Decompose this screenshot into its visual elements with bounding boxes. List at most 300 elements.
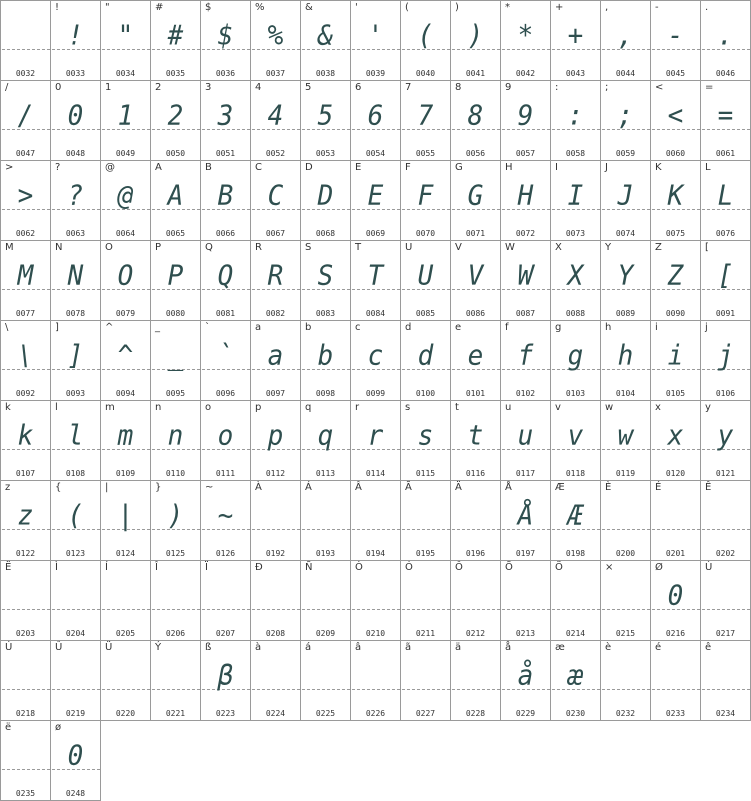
glyph-preview: o bbox=[217, 420, 234, 452]
glyph-cell[interactable] bbox=[550, 480, 600, 560]
glyph-preview: = bbox=[717, 100, 734, 132]
glyph-cell[interactable] bbox=[150, 320, 200, 400]
glyph-cell[interactable] bbox=[0, 560, 50, 640]
cell-code-label: 0202 bbox=[715, 549, 736, 558]
glyph-cell[interactable] bbox=[350, 640, 400, 720]
cell-character-label: > bbox=[5, 162, 14, 173]
glyph-cell[interactable] bbox=[700, 640, 750, 720]
glyph-cell[interactable] bbox=[350, 80, 400, 160]
glyph-preview: p bbox=[267, 420, 284, 452]
glyph-cell[interactable] bbox=[150, 160, 200, 240]
glyph-cell[interactable] bbox=[200, 480, 250, 560]
glyph-cell[interactable] bbox=[200, 160, 250, 240]
glyph-cell[interactable] bbox=[650, 240, 700, 320]
glyph-cell[interactable] bbox=[450, 560, 500, 640]
glyph-cell[interactable] bbox=[200, 560, 250, 640]
cell-character-label: U bbox=[405, 242, 413, 253]
glyph-cell[interactable] bbox=[500, 0, 550, 80]
cell-code-label: 0042 bbox=[515, 69, 536, 78]
cell-character-label: Ê bbox=[705, 482, 712, 493]
cell-code-label: 0065 bbox=[165, 229, 186, 238]
cell-character-label: 3 bbox=[205, 82, 212, 93]
glyph-cell[interactable] bbox=[600, 480, 650, 560]
glyph-preview: V bbox=[467, 260, 484, 292]
cell-code-label: 0227 bbox=[415, 709, 436, 718]
glyph-preview: e bbox=[467, 340, 484, 372]
cell-code-label: 0098 bbox=[315, 389, 336, 398]
baseline-guide bbox=[102, 689, 150, 690]
glyph-cell[interactable] bbox=[450, 240, 500, 320]
glyph-cell[interactable] bbox=[500, 640, 550, 720]
cell-code-label: 0226 bbox=[365, 709, 386, 718]
cell-code-label: 0204 bbox=[65, 629, 86, 638]
cell-character-label: z bbox=[5, 482, 11, 493]
glyph-preview: L bbox=[717, 180, 734, 212]
glyph-cell[interactable] bbox=[450, 320, 500, 400]
glyph-cell[interactable] bbox=[500, 560, 550, 640]
glyph-cell[interactable] bbox=[150, 80, 200, 160]
cell-character-label: F bbox=[405, 162, 411, 173]
cell-character-label: J bbox=[605, 162, 608, 173]
glyph-cell[interactable] bbox=[500, 160, 550, 240]
glyph-cell[interactable] bbox=[400, 0, 450, 80]
cell-code-label: 0113 bbox=[315, 469, 336, 478]
glyph-cell[interactable] bbox=[150, 0, 200, 80]
cell-code-label: 0214 bbox=[565, 629, 586, 638]
cell-code-label: 0089 bbox=[615, 309, 636, 318]
glyph-cell[interactable] bbox=[50, 480, 100, 560]
glyph-cell[interactable] bbox=[450, 0, 500, 80]
glyph-preview: I bbox=[567, 180, 584, 212]
glyph-cell[interactable] bbox=[150, 640, 200, 720]
glyph-preview: X bbox=[567, 260, 584, 292]
glyph-cell[interactable] bbox=[0, 720, 50, 800]
glyph-cell[interactable] bbox=[700, 560, 750, 640]
glyph-preview: S bbox=[317, 260, 334, 292]
glyph-preview: g bbox=[567, 340, 584, 372]
glyph-cell[interactable] bbox=[650, 160, 700, 240]
glyph-cell[interactable] bbox=[450, 160, 500, 240]
cell-character-label: Ë bbox=[5, 562, 12, 573]
glyph-cell[interactable] bbox=[500, 240, 550, 320]
baseline-guide bbox=[352, 609, 400, 610]
cell-character-label: A bbox=[155, 162, 162, 173]
baseline-guide bbox=[702, 529, 750, 530]
glyph-cell[interactable] bbox=[500, 480, 550, 560]
glyph-cell[interactable] bbox=[650, 640, 700, 720]
glyph-cell[interactable] bbox=[700, 240, 750, 320]
glyph-cell[interactable] bbox=[550, 640, 600, 720]
glyph-cell[interactable] bbox=[300, 560, 350, 640]
cell-code-label: 0103 bbox=[565, 389, 586, 398]
glyph-cell[interactable] bbox=[350, 480, 400, 560]
cell-code-label: 0092 bbox=[15, 389, 36, 398]
cell-code-label: 0116 bbox=[465, 469, 486, 478]
glyph-cell[interactable] bbox=[300, 240, 350, 320]
glyph-preview: J bbox=[617, 180, 634, 212]
cell-code-label: 0108 bbox=[65, 469, 86, 478]
cell-code-label: 0218 bbox=[15, 709, 36, 718]
glyph-cell[interactable] bbox=[550, 240, 600, 320]
cell-code-label: 0126 bbox=[215, 549, 236, 558]
glyph-preview: t bbox=[467, 420, 484, 452]
baseline-guide bbox=[2, 609, 50, 610]
glyph-cell[interactable] bbox=[600, 160, 650, 240]
glyph-cell[interactable] bbox=[300, 640, 350, 720]
glyph-preview: F bbox=[417, 180, 434, 212]
cell-code-label: 0194 bbox=[365, 549, 386, 558]
cell-code-label: 0058 bbox=[565, 149, 586, 158]
glyph-cell[interactable] bbox=[350, 560, 400, 640]
cell-character-label: h bbox=[605, 322, 612, 333]
glyph-cell[interactable] bbox=[300, 480, 350, 560]
cell-code-label: 0099 bbox=[365, 389, 386, 398]
cell-character-label: X bbox=[555, 242, 562, 253]
glyph-cell[interactable] bbox=[200, 240, 250, 320]
cell-character-label: I bbox=[555, 162, 558, 173]
glyph-cell[interactable] bbox=[50, 320, 100, 400]
cell-code-label: 0072 bbox=[515, 229, 536, 238]
cell-code-label: 0097 bbox=[265, 389, 286, 398]
glyph-cell[interactable] bbox=[100, 560, 150, 640]
glyph-cell[interactable] bbox=[200, 80, 250, 160]
glyph-cell[interactable] bbox=[700, 80, 750, 160]
cell-character-label: Æ bbox=[555, 482, 565, 493]
glyph-cell[interactable] bbox=[300, 0, 350, 80]
glyph-preview: ; bbox=[617, 100, 634, 132]
glyph-cell[interactable] bbox=[650, 80, 700, 160]
cell-character-label: { bbox=[55, 482, 62, 493]
cell-code-label: 0221 bbox=[165, 709, 186, 718]
baseline-guide bbox=[602, 689, 650, 690]
glyph-cell[interactable] bbox=[100, 640, 150, 720]
glyph-cell[interactable] bbox=[250, 320, 300, 400]
cell-code-label: 0094 bbox=[115, 389, 136, 398]
cell-character-label: ê bbox=[705, 642, 712, 653]
cell-character-label: % bbox=[255, 2, 265, 13]
cell-character-label: ë bbox=[5, 722, 12, 733]
glyph-cell[interactable] bbox=[550, 0, 600, 80]
cell-code-label: 0213 bbox=[515, 629, 536, 638]
baseline-guide bbox=[452, 609, 500, 610]
cell-code-label: 0035 bbox=[165, 69, 186, 78]
cell-character-label: x bbox=[655, 402, 661, 413]
glyph-cell[interactable] bbox=[0, 0, 50, 80]
glyph-preview: ' bbox=[367, 20, 384, 52]
glyph-cell[interactable] bbox=[550, 320, 600, 400]
glyph-cell[interactable] bbox=[700, 160, 750, 240]
glyph-cell[interactable] bbox=[650, 560, 700, 640]
glyph-cell[interactable] bbox=[650, 400, 700, 480]
glyph-preview: ] bbox=[67, 340, 84, 372]
glyph-cell[interactable] bbox=[50, 640, 100, 720]
glyph-preview: ) bbox=[167, 500, 184, 532]
cell-code-label: 0045 bbox=[665, 69, 686, 78]
glyph-cell[interactable] bbox=[0, 400, 50, 480]
cell-character-label: N bbox=[55, 242, 63, 253]
cell-code-label: 0223 bbox=[215, 709, 236, 718]
glyph-cell[interactable] bbox=[250, 640, 300, 720]
cell-code-label: 0205 bbox=[115, 629, 136, 638]
glyph-preview: ` bbox=[217, 340, 234, 372]
baseline-guide bbox=[302, 689, 350, 690]
glyph-cell[interactable] bbox=[300, 400, 350, 480]
glyph-cell[interactable] bbox=[250, 480, 300, 560]
glyph-cell[interactable] bbox=[550, 160, 600, 240]
cell-character-label: u bbox=[505, 402, 512, 413]
cell-character-label: l bbox=[55, 402, 58, 413]
glyph-cell[interactable] bbox=[100, 240, 150, 320]
glyph-cell[interactable] bbox=[250, 240, 300, 320]
glyph-cell[interactable] bbox=[350, 240, 400, 320]
cell-character-label: V bbox=[455, 242, 462, 253]
cell-code-label: 0232 bbox=[615, 709, 636, 718]
cell-code-label: 0041 bbox=[465, 69, 486, 78]
glyph-cell[interactable] bbox=[400, 240, 450, 320]
glyph-preview: 0 bbox=[67, 100, 84, 132]
glyph-cell[interactable] bbox=[0, 240, 50, 320]
glyph-cell[interactable] bbox=[450, 80, 500, 160]
cell-character-label: × bbox=[605, 562, 614, 573]
baseline-guide bbox=[2, 49, 50, 50]
glyph-preview: 0 bbox=[667, 580, 684, 612]
glyph-preview: ( bbox=[67, 500, 84, 532]
glyph-cell[interactable] bbox=[150, 560, 200, 640]
glyph-preview: @ bbox=[117, 180, 134, 212]
cell-character-label: 6 bbox=[355, 82, 362, 93]
glyph-preview: R bbox=[267, 260, 284, 292]
glyph-cell[interactable] bbox=[700, 320, 750, 400]
glyph-cell[interactable] bbox=[600, 80, 650, 160]
cell-code-label: 0067 bbox=[265, 229, 286, 238]
glyph-cell[interactable] bbox=[100, 320, 150, 400]
cell-character-label: Á bbox=[305, 482, 312, 493]
cell-code-label: 0219 bbox=[65, 709, 86, 718]
glyph-cell[interactable] bbox=[650, 320, 700, 400]
cell-code-label: 0071 bbox=[465, 229, 486, 238]
glyph-cell[interactable] bbox=[50, 240, 100, 320]
glyph-preview: | bbox=[117, 500, 134, 532]
glyph-cell[interactable] bbox=[250, 560, 300, 640]
cell-character-label: & bbox=[305, 2, 313, 13]
glyph-preview: u bbox=[517, 420, 534, 452]
glyph-preview: j bbox=[717, 340, 734, 372]
glyph-cell[interactable] bbox=[250, 400, 300, 480]
cell-code-label: 0120 bbox=[665, 469, 686, 478]
glyph-cell[interactable] bbox=[700, 400, 750, 480]
glyph-cell[interactable] bbox=[700, 480, 750, 560]
glyph-cell[interactable] bbox=[50, 160, 100, 240]
glyph-cell[interactable] bbox=[100, 80, 150, 160]
glyph-cell[interactable] bbox=[50, 560, 100, 640]
glyph-cell[interactable] bbox=[400, 320, 450, 400]
glyph-preview: ~ bbox=[217, 500, 234, 532]
cell-character-label: Õ bbox=[505, 562, 513, 573]
cell-character-label: 9 bbox=[505, 82, 512, 93]
glyph-cell[interactable] bbox=[450, 400, 500, 480]
cell-code-label: 0193 bbox=[315, 549, 336, 558]
cell-character-label: * bbox=[505, 2, 510, 13]
glyph-preview: 7 bbox=[417, 100, 434, 132]
glyph-cell[interactable] bbox=[350, 160, 400, 240]
baseline-guide bbox=[52, 689, 100, 690]
glyph-cell[interactable] bbox=[200, 400, 250, 480]
glyph-cell[interactable] bbox=[300, 80, 350, 160]
glyph-cell[interactable] bbox=[600, 0, 650, 80]
glyph-cell[interactable] bbox=[350, 0, 400, 80]
cell-code-label: 0210 bbox=[365, 629, 386, 638]
glyph-preview: Z bbox=[667, 260, 684, 292]
glyph-preview: 1 bbox=[117, 100, 134, 132]
glyph-cell[interactable] bbox=[0, 480, 50, 560]
cell-code-label: 0047 bbox=[15, 149, 36, 158]
cell-character-label: Î bbox=[155, 562, 158, 573]
cell-code-label: 0032 bbox=[15, 69, 36, 78]
glyph-preview: G bbox=[467, 180, 484, 212]
glyph-cell[interactable] bbox=[400, 560, 450, 640]
glyph-cell[interactable] bbox=[150, 400, 200, 480]
glyph-cell[interactable] bbox=[600, 240, 650, 320]
cell-code-label: 0046 bbox=[715, 69, 736, 78]
glyph-preview: n bbox=[167, 420, 184, 452]
glyph-preview: T bbox=[367, 260, 384, 292]
cell-character-label: Â bbox=[355, 482, 362, 493]
cell-code-label: 0088 bbox=[565, 309, 586, 318]
baseline-guide bbox=[152, 689, 200, 690]
cell-character-label: â bbox=[355, 642, 362, 653]
glyph-cell[interactable] bbox=[350, 320, 400, 400]
glyph-cell[interactable] bbox=[50, 0, 100, 80]
glyph-cell[interactable] bbox=[450, 480, 500, 560]
cell-character-label: < bbox=[655, 82, 664, 93]
cell-code-label: 0119 bbox=[615, 469, 636, 478]
glyph-preview: l bbox=[67, 420, 84, 452]
glyph-cell[interactable] bbox=[250, 160, 300, 240]
cell-character-label: ø bbox=[55, 722, 62, 733]
cell-character-label: W bbox=[505, 242, 515, 253]
glyph-preview: ^ bbox=[117, 340, 134, 372]
glyph-cell[interactable] bbox=[500, 400, 550, 480]
cell-character-label: Û bbox=[55, 642, 63, 653]
glyph-cell[interactable] bbox=[600, 560, 650, 640]
glyph-cell[interactable] bbox=[550, 80, 600, 160]
cell-code-label: 0096 bbox=[215, 389, 236, 398]
cell-code-label: 0034 bbox=[115, 69, 136, 78]
glyph-cell[interactable] bbox=[650, 480, 700, 560]
cell-character-label: Ó bbox=[405, 562, 413, 573]
cell-character-label: s bbox=[405, 402, 411, 413]
glyph-cell[interactable] bbox=[400, 480, 450, 560]
glyph-cell[interactable] bbox=[600, 400, 650, 480]
cell-character-label: ( bbox=[405, 2, 409, 13]
glyph-preview: 8 bbox=[467, 100, 484, 132]
baseline-guide bbox=[352, 529, 400, 530]
glyph-cell[interactable] bbox=[600, 320, 650, 400]
cell-code-label: 0062 bbox=[15, 229, 36, 238]
cell-code-label: 0111 bbox=[215, 469, 236, 478]
cell-code-label: 0095 bbox=[165, 389, 186, 398]
glyph-cell[interactable] bbox=[400, 640, 450, 720]
glyph-cell[interactable] bbox=[200, 640, 250, 720]
cell-code-label: 0082 bbox=[265, 309, 286, 318]
glyph-cell[interactable] bbox=[550, 400, 600, 480]
cell-code-label: 0053 bbox=[315, 149, 336, 158]
cell-code-label: 0086 bbox=[465, 309, 486, 318]
cell-character-label: Ú bbox=[5, 642, 13, 653]
glyph-preview: Q bbox=[217, 260, 234, 292]
glyph-cell[interactable] bbox=[250, 80, 300, 160]
baseline-guide bbox=[702, 609, 750, 610]
cell-character-label: M bbox=[5, 242, 14, 253]
glyph-preview: ( bbox=[417, 20, 434, 52]
baseline-guide bbox=[102, 609, 150, 610]
glyph-cell[interactable] bbox=[100, 400, 150, 480]
glyph-cell[interactable] bbox=[250, 0, 300, 80]
cell-character-label: 7 bbox=[405, 82, 412, 93]
glyph-cell[interactable] bbox=[50, 720, 100, 800]
glyph-cell[interactable] bbox=[100, 160, 150, 240]
cell-code-label: 0066 bbox=[215, 229, 236, 238]
glyph-preview: w bbox=[617, 420, 634, 452]
glyph-cell[interactable] bbox=[0, 80, 50, 160]
glyph-preview: 2 bbox=[167, 100, 184, 132]
glyph-cell[interactable] bbox=[400, 80, 450, 160]
glyph-cell[interactable] bbox=[300, 160, 350, 240]
cell-code-label: 0212 bbox=[465, 629, 486, 638]
glyph-cell[interactable] bbox=[500, 320, 550, 400]
glyph-cell[interactable] bbox=[200, 320, 250, 400]
glyph-cell[interactable] bbox=[500, 80, 550, 160]
cell-code-label: 0106 bbox=[715, 389, 736, 398]
cell-code-label: 0235 bbox=[15, 789, 36, 798]
glyph-cell[interactable] bbox=[600, 640, 650, 720]
cell-code-label: 0124 bbox=[115, 549, 136, 558]
glyph-cell[interactable] bbox=[100, 0, 150, 80]
grid-bottom-border bbox=[0, 720, 751, 721]
glyph-cell[interactable] bbox=[450, 640, 500, 720]
glyph-cell[interactable] bbox=[700, 0, 750, 80]
glyph-cell[interactable] bbox=[150, 240, 200, 320]
glyph-cell[interactable] bbox=[150, 480, 200, 560]
glyph-cell[interactable] bbox=[50, 80, 100, 160]
glyph-cell[interactable] bbox=[100, 480, 150, 560]
glyph-cell[interactable] bbox=[650, 0, 700, 80]
cell-character-label: 2 bbox=[155, 82, 162, 93]
cell-character-label: g bbox=[555, 322, 562, 333]
glyph-cell[interactable] bbox=[400, 400, 450, 480]
glyph-cell[interactable] bbox=[350, 400, 400, 480]
glyph-cell[interactable] bbox=[300, 320, 350, 400]
cell-code-label: 0037 bbox=[265, 69, 286, 78]
cell-character-label: È bbox=[605, 482, 612, 493]
glyph-cell[interactable] bbox=[0, 320, 50, 400]
glyph-preview: E bbox=[367, 180, 384, 212]
cell-character-label: 0 bbox=[55, 82, 62, 93]
glyph-cell[interactable] bbox=[200, 0, 250, 80]
cell-code-label: 0068 bbox=[315, 229, 336, 238]
cell-code-label: 0040 bbox=[415, 69, 436, 78]
cell-character-label: é bbox=[655, 642, 662, 653]
cell-character-label: ) bbox=[455, 2, 459, 13]
glyph-cell[interactable] bbox=[0, 160, 50, 240]
glyph-cell[interactable] bbox=[50, 400, 100, 480]
cell-character-label: B bbox=[205, 162, 212, 173]
glyph-cell[interactable] bbox=[400, 160, 450, 240]
glyph-cell[interactable] bbox=[0, 640, 50, 720]
glyph-cell[interactable] bbox=[550, 560, 600, 640]
cell-character-label: q bbox=[305, 402, 312, 413]
cell-character-label: : bbox=[555, 82, 559, 93]
